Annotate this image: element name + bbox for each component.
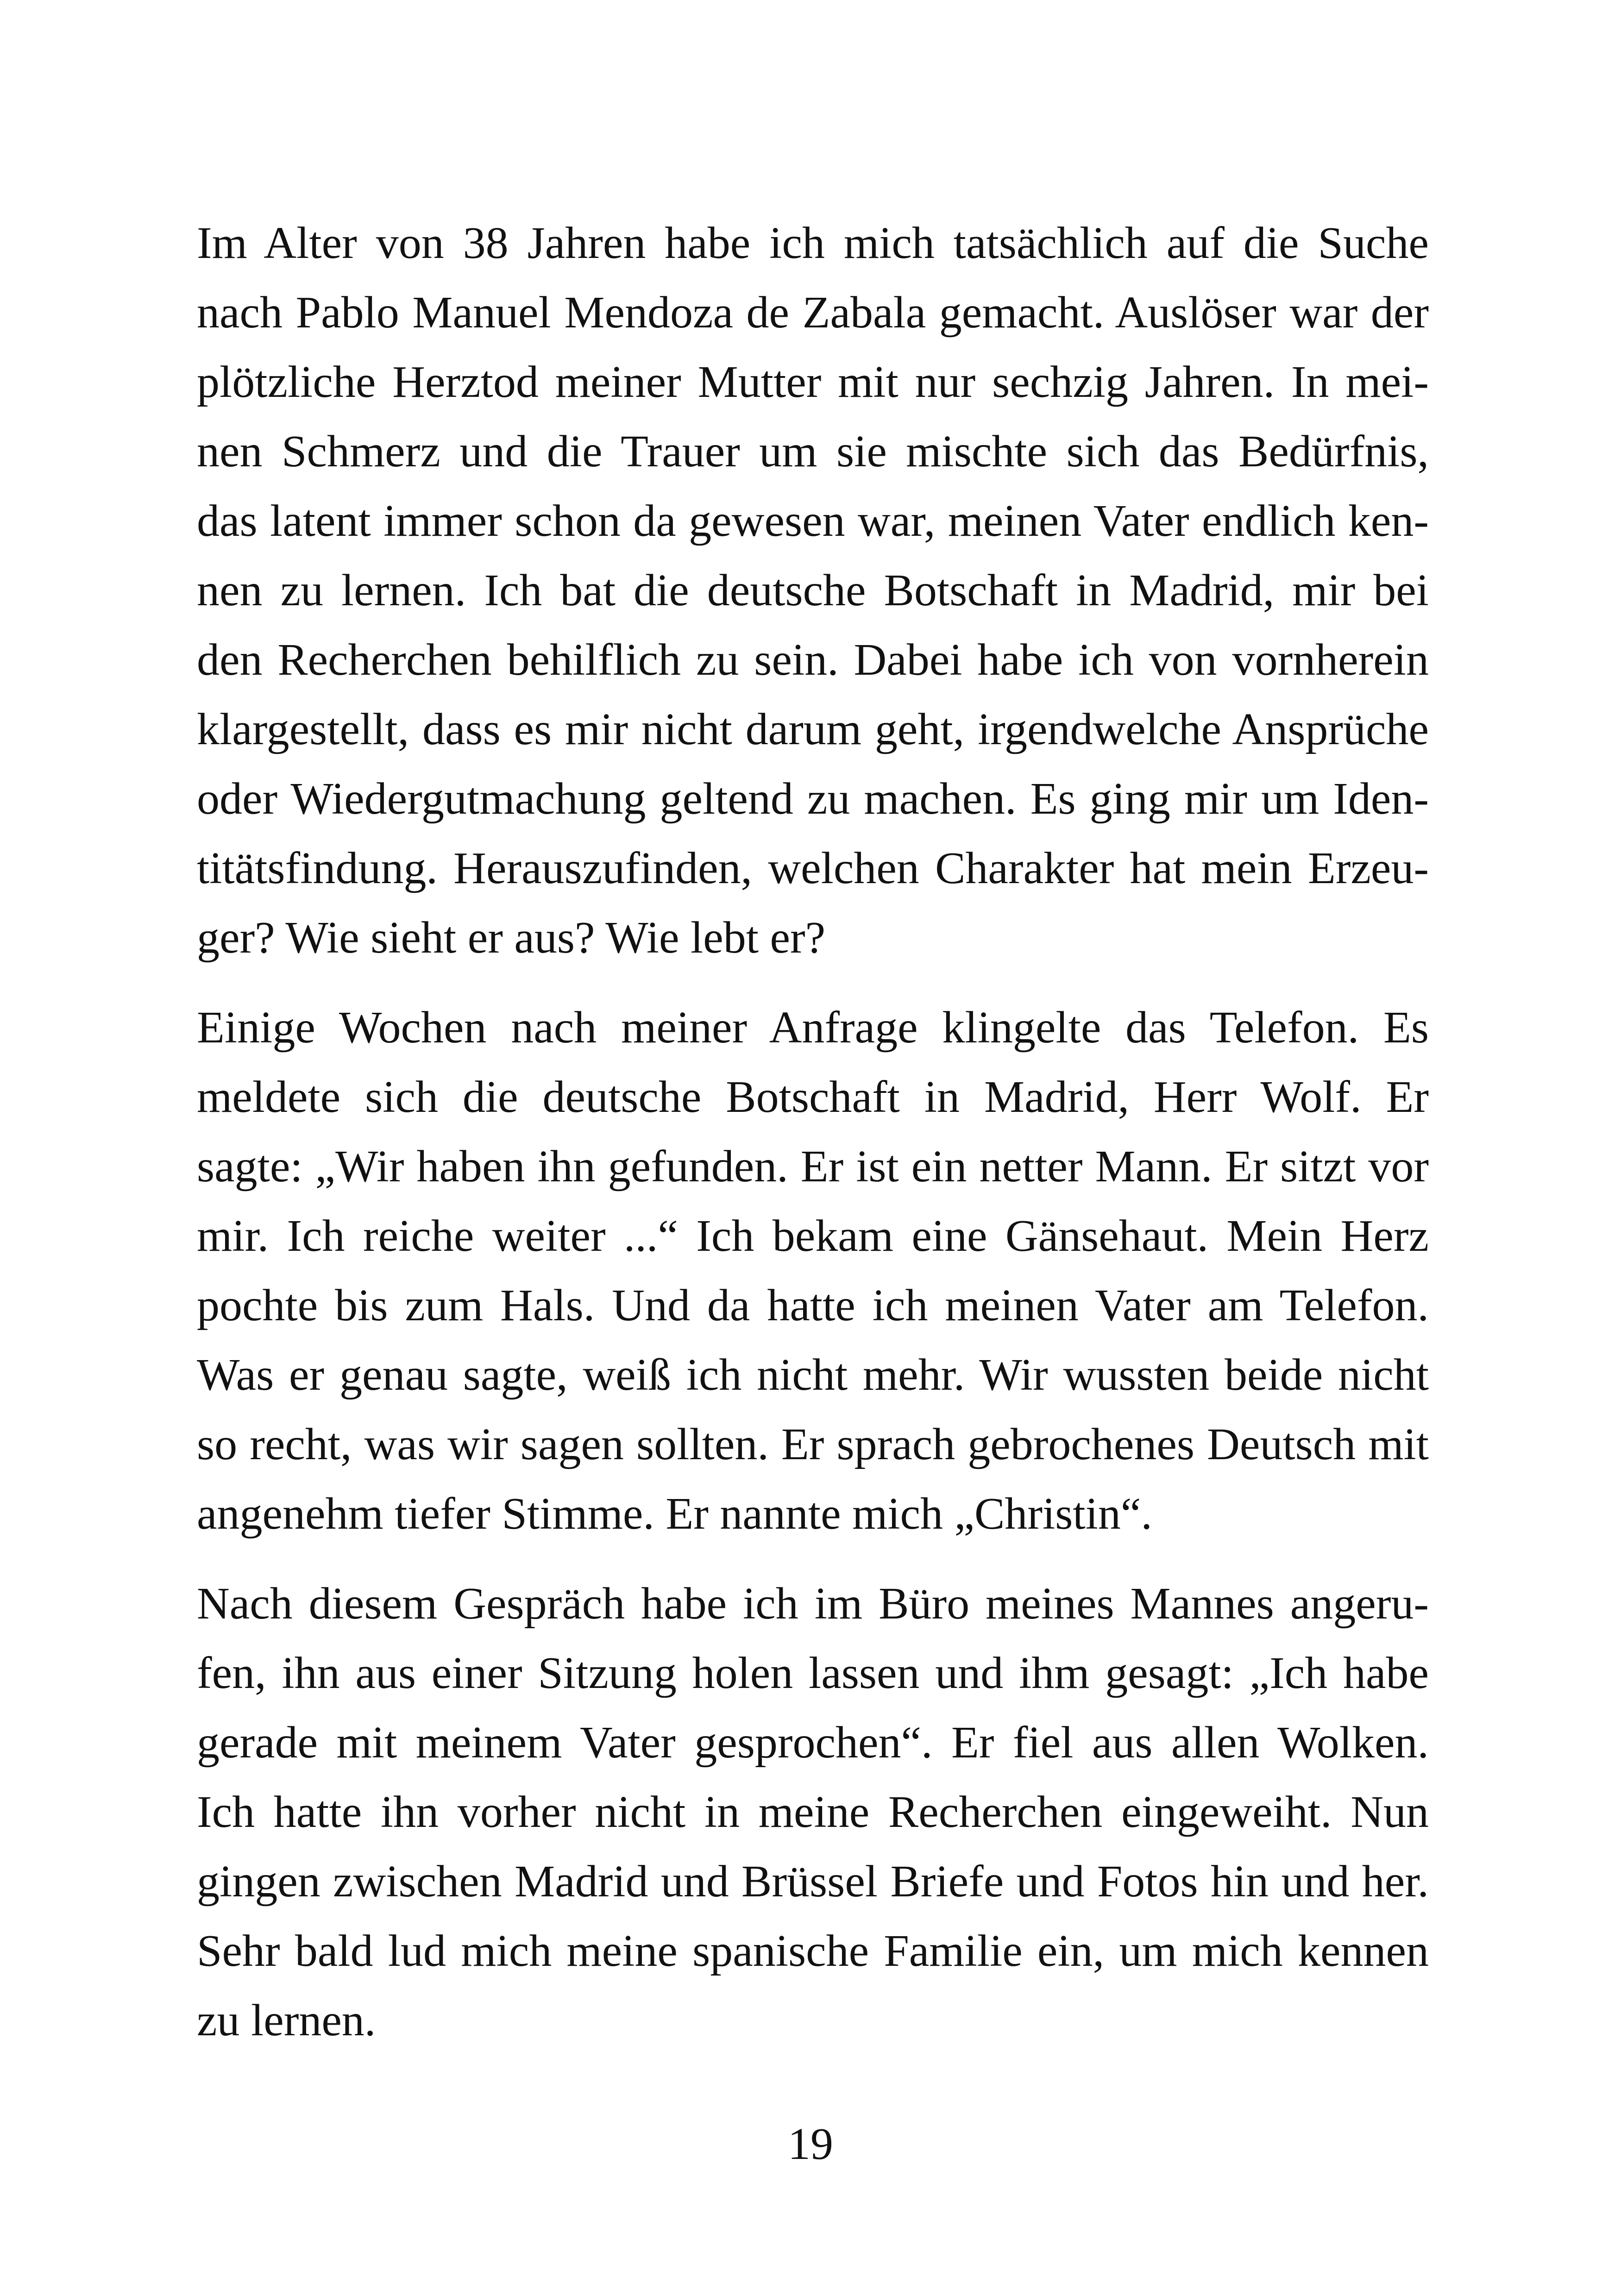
text-line: Nach diesem Gespräch habe ich im Büro meines Mannes angeru- bbox=[197, 1579, 1429, 1629]
page-text bbox=[197, 208, 1429, 2055]
text-line: Im Alter von 38 Jahren habe ich mich tatsächlich auf die Suche bbox=[197, 218, 1429, 268]
text-line: meldete sich die deutsche Botschaft in Madrid, Herr Wolf. Er bbox=[197, 1072, 1429, 1122]
text-line: nach Pablo Manuel Mendoza de Zabala gemacht. Auslöser war der bbox=[197, 288, 1429, 338]
text-line: titätsfindung. Herauszufinden, welchen Charakter hat mein Erzeu- bbox=[197, 843, 1429, 893]
paragraph-2 bbox=[197, 993, 1429, 1549]
text-line: gingen zwischen Madrid und Brüssel Briefe und Fotos hin und her. bbox=[197, 1857, 1429, 1907]
text-line: plötzliche Herztod meiner Mutter mit nur sechzig Jahren. In mei- bbox=[197, 357, 1429, 407]
text-line: zu lernen. bbox=[197, 1995, 376, 2045]
text-line: Einige Wochen nach meiner Anfrage klingelte das Telefon. Es bbox=[197, 1003, 1429, 1053]
text-line: den Recherchen behilflich zu sein. Dabei habe ich von vornherein bbox=[197, 635, 1429, 685]
paragraph-3 bbox=[197, 1569, 1429, 2055]
text-line: nen zu lernen. Ich bat die deutsche Botschaft in Madrid, mir bei bbox=[197, 565, 1429, 615]
text-line: Was er genau sagte, weiß ich nicht mehr. Wir wussten beide nicht bbox=[197, 1350, 1429, 1400]
text-line: sagte: „Wir haben ihn gefunden. Er ist ein netter Mann. Er sitzt vor bbox=[197, 1142, 1429, 1192]
page-number: 19 bbox=[788, 2119, 833, 2169]
text-line: fen, ihn aus einer Sitzung holen lassen und ihm gesagt: „Ich habe bbox=[197, 1648, 1429, 1698]
text-line: nen Schmerz und die Trauer um sie mischte sich das Bedürfnis, bbox=[197, 427, 1429, 477]
text-line: angenehm tiefer Stimme. Er nannte mich „Christin“. bbox=[197, 1489, 1152, 1539]
text-line: mir. Ich reiche weiter ...“ Ich bekam eine Gänsehaut. Mein Herz bbox=[197, 1211, 1429, 1261]
text-line: ger? Wie sieht er aus? Wie lebt er? bbox=[197, 913, 826, 963]
text-line: gerade mit meinem Vater gesprochen“. Er fiel aus allen Wolken. bbox=[197, 1718, 1429, 1768]
text-line: so recht, was wir sagen sollten. Er sprach gebrochenes Deutsch mit bbox=[197, 1419, 1429, 1469]
text-line: Ich hatte ihn vorher nicht in meine Recherchen eingeweiht. Nun bbox=[197, 1787, 1429, 1837]
text-line: oder Wiedergutmachung geltend zu machen. Es ging mir um Iden- bbox=[197, 774, 1429, 824]
text-line: das latent immer schon da gewesen war, meinen Vater endlich ken- bbox=[197, 496, 1429, 546]
text-line: Sehr bald lud mich meine spanische Familie ein, um mich kennen bbox=[197, 1926, 1429, 1976]
text-line: klargestellt, dass es mir nicht darum geht, irgendwelche Ansprüche bbox=[197, 704, 1429, 754]
text-line: pochte bis zum Hals. Und da hatte ich meinen Vater am Telefon. bbox=[197, 1280, 1429, 1330]
paragraph-1 bbox=[197, 208, 1429, 972]
